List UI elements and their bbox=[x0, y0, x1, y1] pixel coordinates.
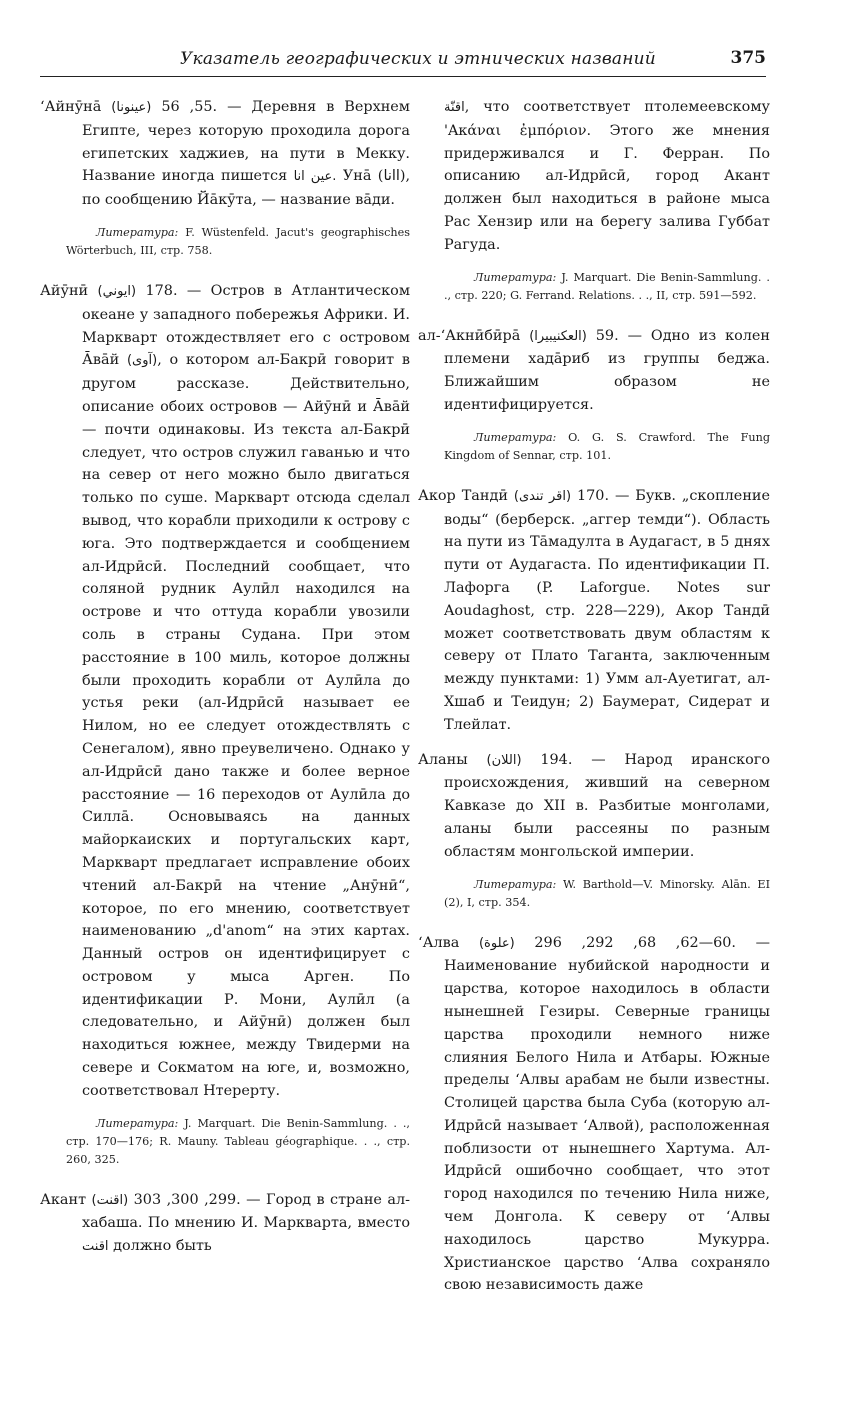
arabic-spelling: (آوى) bbox=[126, 353, 158, 369]
running-title: Указатель географических и этнических названий bbox=[180, 49, 656, 69]
entry-headword: ал-ʻАкнӣбӣра̄ bbox=[418, 327, 521, 344]
entry-headword: Аланы bbox=[418, 751, 468, 768]
arabic-spelling: اقنت bbox=[82, 1239, 109, 1255]
entry-headword: Акант bbox=[40, 1191, 87, 1208]
literature-text: J. Marquart. Die Benin-Sammlung. . ., стр. 220; G. Ferrand. Relations. . ., II, стр. 591—592. bbox=[444, 270, 770, 302]
entry-text: 194. — Народ иранского происхождения, живший на северном Кавказе до XII в. Разбитые монголами, аланы были рассеяны по разным областям монгольской империи. bbox=[444, 751, 771, 860]
entry-akor-tandi bbox=[418, 485, 770, 737]
literature-label: Литература: bbox=[96, 1116, 179, 1130]
arabic-spelling: (اللان) bbox=[486, 752, 522, 768]
entry-text: 55, 56. — Деревня в Верхнем Египте, через которую проходила дорога египетских хаджиев, на пути в Мекку. Название иногда пишется bbox=[82, 99, 410, 185]
entry-alva bbox=[418, 932, 770, 1298]
entry-text: , о котором ал-Бакрӣ говорит в другом рассказе. Действительно, описание обоих островов — Айӯнӣ и А̄ва̄й — почти одинаковы. Из текста ал-Бакрӣ следует, что остров служил гаванью и что на север от него можно было двигаться только по суше. Маркварт отсюда сделал вывод, что корабли приходили к острову с юга. Это подтверждается и сообщением ал-Идрӣсӣ. Последний сообщает, что соляной рудник Аулӣл находился на острове и что оттуда корабли увозили соль в страны Судана. При этом расстояние в 100 миль, которое должны были проходить корабли от Аулӣла до устья реки (ал-Идрӣсӣ называет ее Нилом, но ее следует отождествлять с Сенегалом), явно преувеличено. Однако у ал-Идрӣсӣ дано также и более верное расстояние — 16 переходов от Аулӣла до Силла̄. Основываясь на данных майоркаиских и португальских карт, Маркварт предлагает исправление обоих чтений ал-Бакрӣ на чтение „Анӯнӣ“, которое, по его мнению, соответствует наименованию „d'anom“ на этих картах. Данный остров он идентифицирует с островом у мыса Арген. По идентификации Р. Мони, Аулӣл (а следовательно, и Айӯнӣ) должен был находиться южнее, между Твидерми на севере и Сокматом на юге, и, возможно, соответствовал Нтерерту. bbox=[82, 352, 410, 1099]
page-header bbox=[40, 46, 766, 74]
entry-akant bbox=[40, 1189, 410, 1259]
arabic-spelling: (اقر تندى) bbox=[513, 488, 572, 504]
entry-text: 59. — Одно из колен племени хада̄риб из группы беджа. Ближайшим образом не идентифицируется. bbox=[444, 327, 770, 413]
literature-text: W. Barthold—V. Minorsky. Alān. EI (2), I, стр. 354. bbox=[444, 877, 770, 909]
entry-text: 170. — Букв. „скопление воды“ (берберск. „аггер темди“). Область на пути из Та̄мадулта в Аудагаст, в 5 днях пути от Аудагаста. По идентификации П. Лафорга (P. Laforgue. Notes sur Aoudaghost, стр. 228—229), Акор Тандӣ может соответствовать двум областям к северу от Плато Таганта, заключенным между пунктами: 1) Умм ал-Ауетигат, ал-Хшаб и Теидун; 2) Баумерат, Сидерат и Тлейлат. bbox=[444, 487, 771, 733]
literature-note bbox=[418, 876, 770, 912]
entry-aknibira bbox=[418, 325, 770, 417]
entry-headword: ʻАйнӯна̄ bbox=[40, 99, 102, 115]
entry-headword: ʻАлва bbox=[418, 934, 460, 951]
entry-ainuna bbox=[40, 96, 410, 212]
literature-note bbox=[418, 429, 770, 465]
entry-text: должно быть bbox=[113, 1238, 212, 1255]
literature-note bbox=[40, 1115, 410, 1169]
entry-headword: Айӯнӣ bbox=[40, 282, 89, 299]
entry-aiuni bbox=[40, 280, 410, 1103]
arabic-spelling: (العكنيبيرا) bbox=[529, 328, 587, 344]
left-column bbox=[40, 96, 410, 1271]
entry-headword: Акор Тандӣ bbox=[418, 487, 508, 504]
literature-label: Литература: bbox=[96, 225, 179, 239]
entry-alany bbox=[418, 749, 770, 864]
entry-text: 60—62, 68, 292, 296. — Наименование нубийской народности и царства, которое находилось в области нынешней Гезиры. Северные границы царства проходили немного ниже слияния Белого Нила и Атбары. Южные пределы ʻАлвы арабам не были известны. Столицей царства была Суба (которую ал-Идрӣсӣ называет ʻАлвой), расположенная поблизости от нынешнего Хартума. Ал-Идрӣсӣ ошибочно сообщает, что этот город находился по течению Нила ниже, чем Донгола. К северу от ʻАлвы находилось царство Мукурра. Христианское царство ʻАлва сохраняло свою независимость даже bbox=[444, 934, 771, 1294]
literature-text: F. Wüstenfeld. Jacut's geographisches Wörterbuch, III, стр. 758. bbox=[66, 225, 410, 257]
arabic-spelling: (عينونا) bbox=[111, 100, 152, 115]
page-number: 375 bbox=[730, 48, 766, 68]
right-column bbox=[418, 96, 770, 1309]
header-rule bbox=[40, 76, 766, 77]
arabic-spelling: (ايوني) bbox=[97, 283, 137, 299]
literature-label: Литература: bbox=[474, 270, 557, 284]
arabic-spelling: عين انا. bbox=[293, 169, 337, 185]
literature-note bbox=[40, 224, 410, 260]
entry-text: 299, 300, 303. — Город в стране ал-хабаша. По мнению И. Маркварта, вместо bbox=[82, 1191, 410, 1232]
arabic-spelling: (اقنت) bbox=[91, 1192, 129, 1208]
literature-text: O. G. S. Crawford. The Fung Kingdom of Sennar, стр. 101. bbox=[444, 430, 770, 462]
literature-text: J. Marquart. Die Benin-Sammlung. . ., стр. 170—176; R. Mauny. Tableau géographique. . ., стр. 260, 325. bbox=[66, 1116, 410, 1166]
arabic-spelling: اقنّة bbox=[444, 100, 465, 115]
literature-label: Литература: bbox=[474, 430, 557, 444]
entry-text: , что соответствует птолемеевскому 'Ακάναι ἐμπόριον. Этого же мнения придерживался и Г. Ферран. По описанию ал-Идрӣсӣ, город Акант должен был находиться в районе мыса Рас Хензир или на берегу залива Губбат Рагуда. bbox=[444, 99, 770, 253]
literature-label: Литература: bbox=[474, 877, 557, 891]
entry-akant-continued bbox=[418, 96, 770, 257]
arabic-spelling: (علوة) bbox=[478, 935, 515, 951]
entry-text: Уна̄ (اانا), по сообщению Йа̄кӯта, — название ва̄ди. bbox=[82, 168, 411, 209]
literature-note bbox=[418, 269, 770, 305]
entry-text: 178. — Остров в Атлантическом океане у западного побережья Африки. И. Маркварт отождествляет его с островом А̄ва̄й bbox=[82, 282, 411, 369]
